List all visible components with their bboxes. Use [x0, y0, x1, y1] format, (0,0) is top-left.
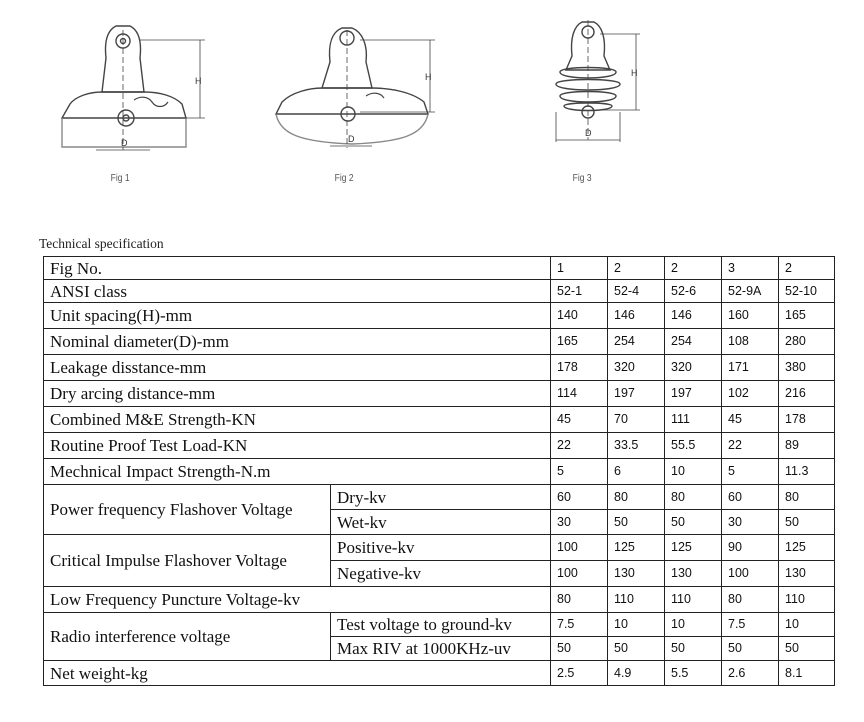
row-combined-me — [44, 407, 835, 433]
cell-value: 8.1 — [779, 661, 835, 686]
row-nominal-diameter — [44, 329, 835, 355]
insulator-drawings-svg — [0, 0, 864, 210]
cell-value: 50 — [722, 637, 779, 661]
row-label: Fig No. — [44, 257, 551, 280]
cell-value: 130 — [779, 561, 835, 587]
cell-value: 110 — [665, 587, 722, 613]
cell-value: 2.6 — [722, 661, 779, 686]
cell-value: 50 — [608, 510, 665, 535]
cell-value: 380 — [779, 355, 835, 381]
row-label: Nominal diameter(D)-mm — [44, 329, 551, 355]
cell-value: 89 — [779, 433, 835, 459]
row-label: Net weight-kg — [44, 661, 551, 686]
group-label-power-freq: Power frequency Flashover Voltage — [44, 485, 331, 535]
cell-value: 6 — [608, 459, 665, 485]
row-net-weight — [44, 661, 835, 686]
cell-value: 52-10 — [779, 280, 835, 303]
fig2-label: Fig 2 — [334, 173, 354, 184]
cell-value: 60 — [722, 485, 779, 510]
cell-value: 130 — [608, 561, 665, 587]
cell-value: 70 — [608, 407, 665, 433]
cell-value: 55.5 — [665, 433, 722, 459]
cell-value: 146 — [665, 303, 722, 329]
cell-value: 320 — [608, 355, 665, 381]
sub-label-max-riv: Max RIV at 1000KHz-uv — [331, 637, 551, 661]
cell-value: 80 — [722, 587, 779, 613]
fig1-label: Fig 1 — [110, 173, 130, 184]
cell-value: 178 — [779, 407, 835, 433]
fig3-drawing — [556, 20, 640, 142]
cell-value: 160 — [722, 303, 779, 329]
cell-value: 10 — [665, 459, 722, 485]
cell-value: 216 — [779, 381, 835, 407]
row-label: Combined M&E Strength-KN — [44, 407, 551, 433]
cell-value: 80 — [665, 485, 722, 510]
cell-value: 3 — [722, 257, 779, 280]
row-impact-strength — [44, 459, 835, 485]
cell-value: 22 — [551, 433, 608, 459]
cell-value: 254 — [665, 329, 722, 355]
cell-value: 2.5 — [551, 661, 608, 686]
cell-value: 52-9A — [722, 280, 779, 303]
cell-value: 320 — [665, 355, 722, 381]
cell-value: 111 — [665, 407, 722, 433]
row-label: Mechnical Impact Strength-N.m — [44, 459, 551, 485]
cell-value: 50 — [665, 637, 722, 661]
row-ansi-class — [44, 280, 835, 303]
row-power-freq-dry — [44, 485, 835, 510]
cell-value: 114 — [551, 381, 608, 407]
cell-value: 110 — [779, 587, 835, 613]
cell-value: 197 — [665, 381, 722, 407]
fig2-drawing — [276, 28, 435, 148]
cell-value: 52-6 — [665, 280, 722, 303]
cell-value: 80 — [608, 485, 665, 510]
fig3-label: Fig 3 — [572, 173, 592, 184]
cell-value: 280 — [779, 329, 835, 355]
cell-value: 4.9 — [608, 661, 665, 686]
cell-value: 33.5 — [608, 433, 665, 459]
row-label: Leakage disstance-mm — [44, 355, 551, 381]
cell-value: 197 — [608, 381, 665, 407]
cell-value: 7.5 — [551, 613, 608, 637]
cell-value: 11.3 — [779, 459, 835, 485]
row-label: ANSI class — [44, 280, 551, 303]
cell-value: 10 — [608, 613, 665, 637]
cell-value: 50 — [608, 637, 665, 661]
cell-value: 108 — [722, 329, 779, 355]
cell-value: 90 — [722, 535, 779, 561]
cell-value: 50 — [665, 510, 722, 535]
cell-value: 2 — [608, 257, 665, 280]
sub-label-negative: Negative-kv — [331, 561, 551, 587]
row-radio-test-voltage — [44, 613, 835, 637]
cell-value: 50 — [779, 510, 835, 535]
cell-value: 125 — [608, 535, 665, 561]
fig1-drawing — [62, 26, 205, 150]
cell-value: 5 — [551, 459, 608, 485]
row-impulse-positive — [44, 535, 835, 561]
cell-value: 165 — [551, 329, 608, 355]
cell-value: 52-1 — [551, 280, 608, 303]
cell-value: 80 — [779, 485, 835, 510]
table-caption: Technical specification — [39, 236, 164, 251]
cell-value: 60 — [551, 485, 608, 510]
row-dry-arcing — [44, 381, 835, 407]
cell-value: 45 — [551, 407, 608, 433]
cell-value: 50 — [779, 637, 835, 661]
cell-value: 5.5 — [665, 661, 722, 686]
cell-value: 100 — [722, 561, 779, 587]
cell-value: 80 — [551, 587, 608, 613]
fig3-h-label: H — [631, 68, 638, 78]
cell-value: 100 — [551, 561, 608, 587]
fig2-d-label: D — [348, 134, 355, 144]
cell-value: 171 — [722, 355, 779, 381]
fig1-h-label: H — [195, 76, 202, 86]
sub-label-dry: Dry-kv — [331, 485, 551, 510]
cell-value: 22 — [722, 433, 779, 459]
cell-value: 52-4 — [608, 280, 665, 303]
fig3-d-label: D — [585, 128, 592, 138]
cell-value: 30 — [722, 510, 779, 535]
fig1-d-label: D — [121, 138, 128, 148]
cell-value: 110 — [608, 587, 665, 613]
row-leakage-distance — [44, 355, 835, 381]
fig2-h-label: H — [425, 72, 432, 82]
cell-value: 10 — [779, 613, 835, 637]
row-label: Routine Proof Test Load-KN — [44, 433, 551, 459]
cell-value: 125 — [665, 535, 722, 561]
cell-value: 1 — [551, 257, 608, 280]
cell-value: 10 — [665, 613, 722, 637]
group-label-radio-interference: Radio interference voltage — [44, 613, 331, 661]
cell-value: 45 — [722, 407, 779, 433]
row-label: Unit spacing(H)-mm — [44, 303, 551, 329]
row-label: Low Frequency Puncture Voltage-kv — [44, 587, 551, 613]
cell-value: 146 — [608, 303, 665, 329]
cell-value: 254 — [608, 329, 665, 355]
figure-drawings — [0, 0, 864, 210]
row-fig-no — [44, 257, 835, 280]
cell-value: 130 — [665, 561, 722, 587]
row-label: Dry arcing distance-mm — [44, 381, 551, 407]
sub-label-positive: Positive-kv — [331, 535, 551, 561]
sub-label-test-voltage: Test voltage to ground-kv — [331, 613, 551, 637]
cell-value: 50 — [551, 637, 608, 661]
cell-value: 125 — [779, 535, 835, 561]
sub-label-wet: Wet-kv — [331, 510, 551, 535]
cell-value: 5 — [722, 459, 779, 485]
cell-value: 100 — [551, 535, 608, 561]
cell-value: 140 — [551, 303, 608, 329]
cell-value: 2 — [779, 257, 835, 280]
row-low-freq-puncture — [44, 587, 835, 613]
group-label-critical-impulse: Critical Impulse Flashover Voltage — [44, 535, 331, 587]
cell-value: 102 — [722, 381, 779, 407]
cell-value: 165 — [779, 303, 835, 329]
cell-value: 2 — [665, 257, 722, 280]
cell-value: 7.5 — [722, 613, 779, 637]
row-unit-spacing — [44, 303, 835, 329]
cell-value: 30 — [551, 510, 608, 535]
spec-table — [43, 256, 835, 686]
row-routine-proof — [44, 433, 835, 459]
cell-value: 178 — [551, 355, 608, 381]
